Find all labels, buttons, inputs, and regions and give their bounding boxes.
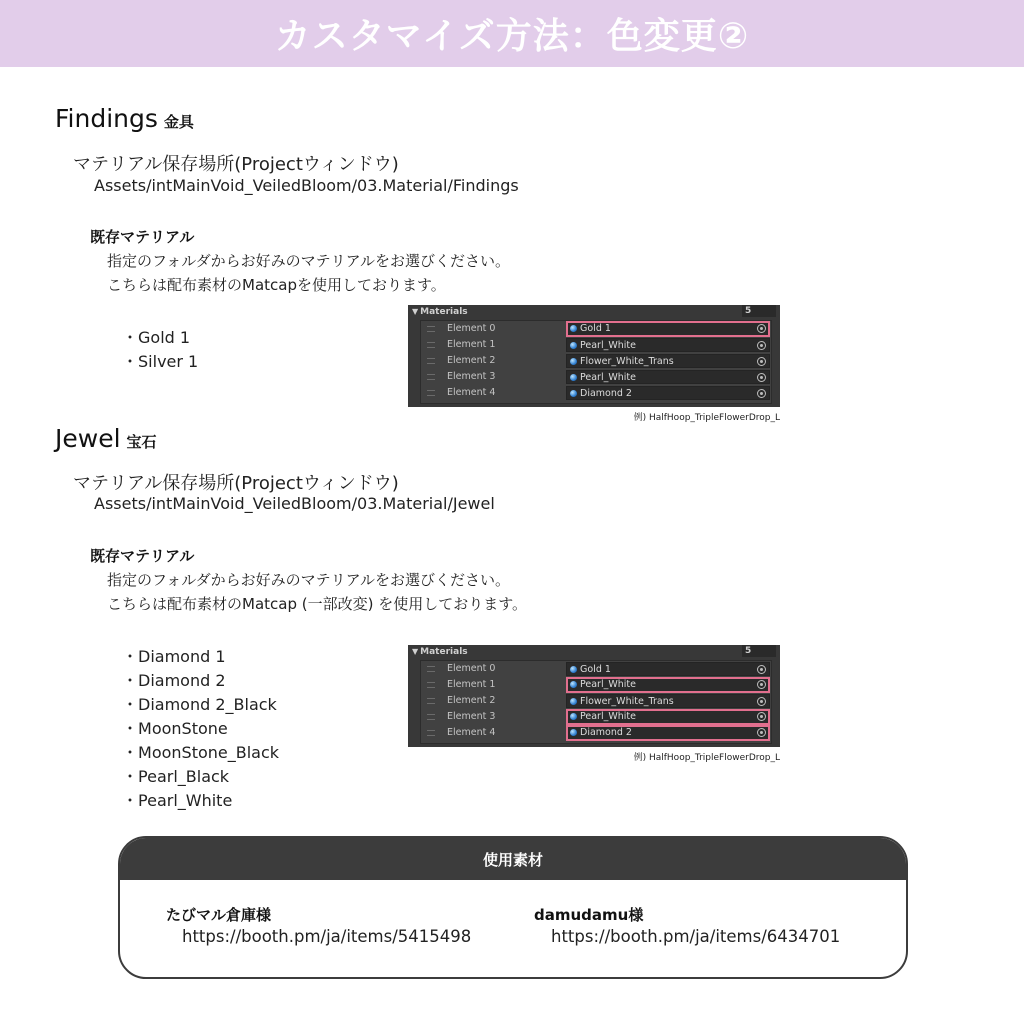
credits-title: 使用素材 <box>120 838 906 880</box>
material-name: Diamond 2 <box>580 388 632 399</box>
findings-inspector-caption: 例) HalfHoop_TripleFlowerDrop_L <box>633 413 780 423</box>
findings-description <box>107 249 510 297</box>
material-name: Gold 1 <box>580 664 611 675</box>
element-row <box>421 369 771 385</box>
drag-handle-icon[interactable] <box>427 714 435 720</box>
element-row <box>421 321 771 337</box>
element-label: Element 3 <box>447 711 496 722</box>
findings-existing-label: 既存マテリアル <box>90 228 195 246</box>
object-picker-icon[interactable] <box>757 341 766 350</box>
material-name: Flower_White_Trans <box>580 356 674 367</box>
material-field[interactable] <box>566 338 770 352</box>
list-item: ・ Silver 1 <box>122 350 198 374</box>
jewel-material-list <box>122 645 279 813</box>
material-field[interactable] <box>566 386 770 400</box>
inspector-header[interactable] <box>408 645 780 658</box>
findings-inspector-panel <box>408 305 780 407</box>
findings-heading <box>55 104 194 133</box>
drag-handle-icon[interactable] <box>427 390 435 396</box>
credit-link-2[interactable]: https://booth.pm/ja/items/6434701 <box>551 927 841 946</box>
foldout-arrow-icon[interactable]: ▼ <box>412 647 419 656</box>
element-label: Element 2 <box>447 695 496 706</box>
drag-handle-icon[interactable] <box>427 666 435 672</box>
findings-desc-line-1: 指定のフォルダからお好みのマテリアルをお選びください。 <box>107 252 511 270</box>
element-label: Element 2 <box>447 355 496 366</box>
material-sphere-icon <box>570 698 577 705</box>
credit-name-1: たびマル倉庫様 <box>166 906 272 924</box>
credit-link-1[interactable]: https://booth.pm/ja/items/5415498 <box>182 927 472 946</box>
material-sphere-icon <box>570 681 577 688</box>
findings-path: Assets/intMainVoid_VeiledBloom/03.Material/Findings <box>94 176 519 195</box>
element-label: Element 0 <box>447 663 496 674</box>
element-label: Element 4 <box>447 387 496 398</box>
drag-handle-icon[interactable] <box>427 342 435 348</box>
material-sphere-icon <box>570 358 577 365</box>
element-list <box>420 660 772 744</box>
element-row <box>421 661 771 677</box>
list-item: ・ Diamond 1 <box>122 645 279 669</box>
element-label: Element 4 <box>447 727 496 738</box>
drag-handle-icon[interactable] <box>427 730 435 736</box>
list-item: ・ MoonStone_Black <box>122 741 279 765</box>
drag-handle-icon[interactable] <box>427 698 435 704</box>
page-title: カスタマイズ方法：色変更② <box>274 16 750 57</box>
object-picker-icon[interactable] <box>757 697 766 706</box>
jewel-existing-label: 既存マテリアル <box>90 547 195 565</box>
element-label: Element 1 <box>447 339 496 350</box>
material-field[interactable] <box>566 694 770 708</box>
inspector-header-label: Materials <box>420 647 468 657</box>
list-item: ・ Gold 1 <box>122 326 198 350</box>
jewel-inspector-panel <box>408 645 780 747</box>
drag-handle-icon[interactable] <box>427 358 435 364</box>
element-row <box>421 677 771 693</box>
material-field[interactable] <box>566 354 770 368</box>
material-name: Pearl_White <box>580 372 636 383</box>
credits-box <box>118 836 908 979</box>
object-picker-icon[interactable] <box>757 665 766 674</box>
element-label: Element 3 <box>447 371 496 382</box>
credit-name-2: damudamu様 <box>534 906 644 924</box>
foldout-arrow-icon[interactable]: ▼ <box>412 307 419 316</box>
list-item: ・ Diamond 2_Black <box>122 693 279 717</box>
material-field[interactable] <box>566 709 770 725</box>
material-name: Pearl_White <box>580 711 636 722</box>
list-item: ・ Pearl_White <box>122 789 279 813</box>
jewel-description <box>107 568 527 616</box>
object-picker-icon[interactable] <box>757 389 766 398</box>
jewel-inspector-caption: 例) HalfHoop_TripleFlowerDrop_L <box>633 753 780 763</box>
object-picker-icon[interactable] <box>757 680 766 689</box>
jewel-location-label: マテリアル保存場所(Projectウィンドウ) <box>73 473 399 494</box>
material-name: Diamond 2 <box>580 727 632 738</box>
material-name: Flower_White_Trans <box>580 696 674 707</box>
object-picker-icon[interactable] <box>757 728 766 737</box>
element-row <box>421 693 771 709</box>
list-item: ・ Diamond 2 <box>122 669 279 693</box>
jewel-path: Assets/intMainVoid_VeiledBloom/03.Material/Jewel <box>94 494 495 513</box>
material-sphere-icon <box>570 713 577 720</box>
title-banner <box>0 0 1024 67</box>
list-item: ・ MoonStone <box>122 717 279 741</box>
material-field[interactable] <box>566 370 770 384</box>
array-size-field[interactable]: 5 <box>742 645 776 657</box>
jewel-title: Jewel <box>55 424 121 453</box>
object-picker-icon[interactable] <box>757 324 766 333</box>
array-size-field[interactable]: 5 <box>742 305 776 317</box>
material-sphere-icon <box>570 325 577 332</box>
material-sphere-icon <box>570 342 577 349</box>
findings-title: Findings <box>55 104 158 133</box>
jewel-subtitle: 宝石 <box>126 433 157 451</box>
material-sphere-icon <box>570 390 577 397</box>
list-item: ・ Pearl_Black <box>122 765 279 789</box>
inspector-header[interactable] <box>408 305 780 318</box>
inspector-header-label: Materials <box>420 307 468 317</box>
element-list <box>420 320 772 404</box>
jewel-heading <box>55 424 157 453</box>
drag-handle-icon[interactable] <box>427 682 435 688</box>
drag-handle-icon[interactable] <box>427 374 435 380</box>
material-name: Pearl_White <box>580 340 636 351</box>
material-field[interactable] <box>566 321 770 337</box>
element-row <box>421 725 771 741</box>
object-picker-icon[interactable] <box>757 373 766 382</box>
drag-handle-icon[interactable] <box>427 326 435 332</box>
element-row <box>421 709 771 725</box>
jewel-desc-line-2: こちらは配布素材のMatcap (一部改変) を使用しております。 <box>107 595 528 613</box>
material-field[interactable] <box>566 725 770 741</box>
findings-location-label: マテリアル保存場所(Projectウィンドウ) <box>73 154 399 175</box>
element-label: Element 1 <box>447 679 496 690</box>
element-label: Element 0 <box>447 323 496 334</box>
material-name: Gold 1 <box>580 323 611 334</box>
element-row <box>421 385 771 401</box>
material-sphere-icon <box>570 666 577 673</box>
material-field[interactable] <box>566 677 770 693</box>
findings-material-list <box>122 326 198 374</box>
material-field[interactable] <box>566 662 770 676</box>
material-sphere-icon <box>570 729 577 736</box>
element-row <box>421 353 771 369</box>
object-picker-icon[interactable] <box>757 357 766 366</box>
object-picker-icon[interactable] <box>757 712 766 721</box>
material-sphere-icon <box>570 374 577 381</box>
material-name: Pearl_White <box>580 679 636 690</box>
jewel-desc-line-1: 指定のフォルダからお好みのマテリアルをお選びください。 <box>107 571 511 589</box>
findings-desc-line-2: こちらは配布素材のMatcapを使用しております。 <box>107 276 446 294</box>
findings-subtitle: 金具 <box>163 113 194 131</box>
element-row <box>421 337 771 353</box>
